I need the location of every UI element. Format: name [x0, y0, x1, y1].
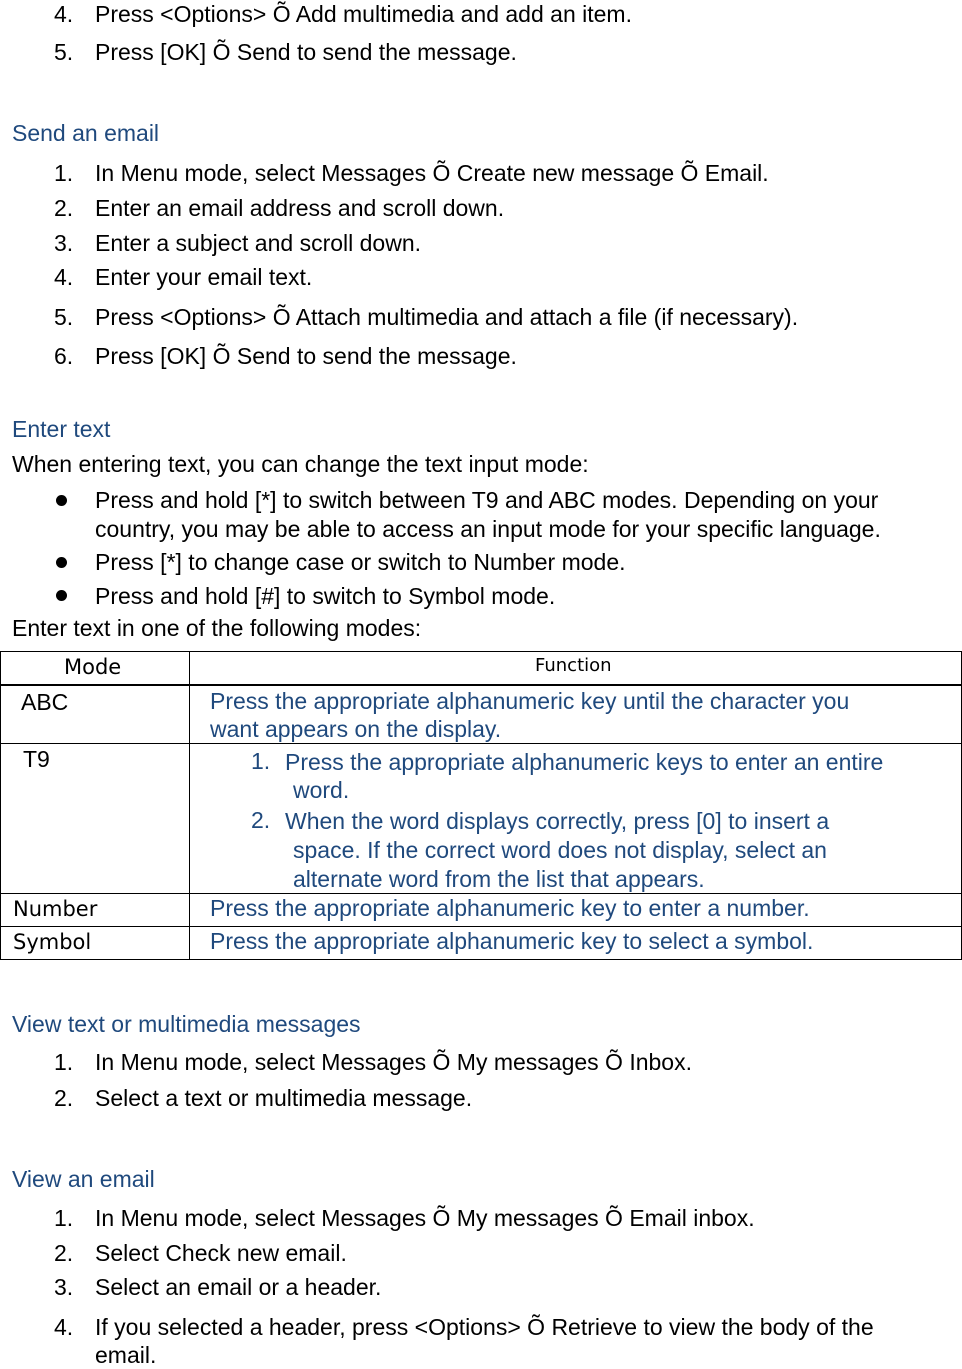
bullet-icon: [56, 590, 67, 601]
bullet-icon: [56, 557, 67, 568]
sub-step-text: Press the appropriate alphanumeric keys to enter an entire: [285, 749, 884, 775]
sub-step-text-continued: space. If the correct word does not display, select an: [293, 837, 827, 863]
step-number: 6.: [54, 343, 74, 369]
sub-step-text-continued: alternate word from the list that appears.: [293, 866, 705, 892]
section-heading-view-email: View an email: [12, 1166, 155, 1192]
bullet-text: Press and hold [*] to switch between T9 and ABC modes. Depending on your: [95, 487, 879, 513]
step-text: Press <Options> Õ Add multimedia and add an item.: [95, 1, 632, 27]
step-text: Select an email or a header.: [95, 1274, 382, 1300]
step-number: 4.: [54, 1314, 74, 1340]
step-text: Select a text or multimedia message.: [95, 1085, 473, 1111]
sub-step-text: When the word displays correctly, press [0] to insert a: [285, 808, 830, 834]
table-mode-cell: [0, 893, 190, 927]
step-number: 1.: [54, 1049, 74, 1075]
table-mode-cell: [0, 743, 190, 894]
step-number: 5.: [54, 39, 74, 65]
bullet-text: Press and hold [#] to switch to Symbol mode.: [95, 583, 556, 609]
table-function-cell: [189, 926, 962, 960]
step-number: 3.: [54, 230, 74, 256]
modes-table: [0, 651, 962, 960]
step-text: Press [OK] Õ Send to send the message.: [95, 39, 517, 65]
table-header-mode-cell: [0, 651, 190, 686]
table-header-mode: Mode: [64, 655, 122, 679]
step-text: Press <Options> Õ Attach multimedia and attach a file (if necessary).: [95, 304, 799, 330]
step-text-continued: email.: [95, 1342, 157, 1368]
step-text: If you selected a header, press <Options> Õ Retrieve to view the body of the: [95, 1314, 874, 1340]
table-function-cell: [189, 685, 962, 744]
step-number: 4.: [54, 264, 74, 290]
function-text-continued: want appears on the display.: [210, 716, 502, 742]
intro-text: When entering text, you can change the text input mode:: [12, 451, 589, 477]
sub-step-number: 2.: [251, 807, 271, 833]
function-text: Press the appropriate alphanumeric key to select a symbol.: [210, 928, 814, 954]
table-header-function-cell: [189, 651, 962, 686]
step-text: In Menu mode, select Messages Õ My messages Õ Email inbox.: [95, 1205, 755, 1231]
sub-step-number: 1.: [251, 748, 271, 774]
table-header-function: Function: [535, 655, 612, 676]
bullet-text: Press [*] to change case or switch to Number mode.: [95, 549, 626, 575]
table-mode-cell: [0, 685, 190, 744]
step-number: 1.: [54, 160, 74, 186]
mode-symbol: Symbol: [13, 930, 92, 954]
step-number: 2.: [54, 195, 74, 221]
table-mode-cell: [0, 926, 190, 960]
step-text: Enter an email address and scroll down.: [95, 195, 505, 221]
mode-number: Number: [13, 897, 98, 921]
function-text: Press the appropriate alphanumeric key until the character you: [210, 688, 850, 714]
function-text: Press the appropriate alphanumeric key to enter a number.: [210, 895, 810, 921]
step-text: Press [OK] Õ Send to send the message.: [95, 343, 517, 369]
step-text: In Menu mode, select Messages Õ Create new message Õ Email.: [95, 160, 769, 186]
step-number: 5.: [54, 304, 74, 330]
step-number: 3.: [54, 1274, 74, 1300]
section-heading-enter-text: Enter text: [12, 416, 111, 442]
table-function-cell: [189, 893, 962, 927]
step-number: 2.: [54, 1085, 74, 1111]
table-function-cell: [189, 743, 962, 894]
bullet-text-continued: country, you may be able to access an input mode for your specific language.: [95, 516, 881, 542]
mode-t9: T9: [23, 746, 50, 772]
step-text: Enter a subject and scroll down.: [95, 230, 422, 256]
step-text: In Menu mode, select Messages Õ My messages Õ Inbox.: [95, 1049, 692, 1075]
section-heading-view-messages: View text or multimedia messages: [12, 1011, 361, 1037]
step-text: Enter your email text.: [95, 264, 313, 290]
step-number: 4.: [54, 1, 74, 27]
step-number: 1.: [54, 1205, 74, 1231]
section-heading-send-email: Send an email: [12, 120, 160, 146]
table-intro: Enter text in one of the following modes:: [12, 615, 422, 641]
bullet-icon: [56, 495, 67, 506]
sub-step-text-continued: word.: [293, 777, 350, 803]
mode-abc: ABC: [21, 689, 69, 715]
step-text: Select Check new email.: [95, 1240, 347, 1266]
step-number: 2.: [54, 1240, 74, 1266]
